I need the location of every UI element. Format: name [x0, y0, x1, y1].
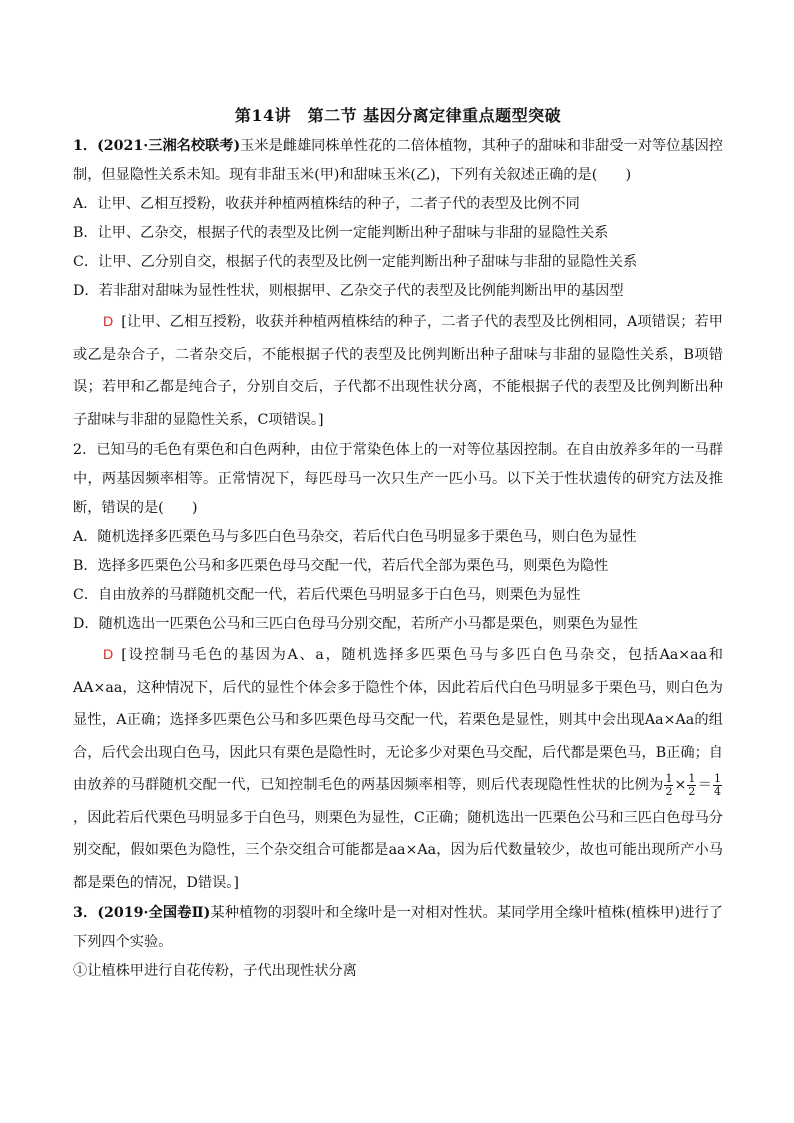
fraction: $\frac{1}{2}$: [688, 771, 696, 798]
question-1-text: 玉米是雌雄同株单性花的二倍体植物，其种子的甜味和非甜受一对等位基因控制，但显隐性关系未知。现有非甜玉米(甲)和甜味玉米(乙)，下列有关叙述正确的是( ): [73, 138, 723, 183]
equals-sign: ＝: [697, 777, 712, 793]
question-1-answer: [73, 306, 723, 436]
question-2-option-b: B．选择多匹栗色公马和多匹栗色母马交配一代，若后代全部为栗色马，则栗色为隐性: [73, 558, 609, 574]
fraction: $\frac{1}{2}$: [665, 771, 673, 798]
page-title: 第14讲 第二节 基因分离定律重点题型突破: [234, 106, 562, 125]
question-2-answer: [73, 639, 723, 899]
answer-key: D: [103, 647, 114, 663]
question-3-item-1: ①让植株甲进行自花传粉，子代出现性状分离: [73, 963, 357, 979]
fraction: $\frac{1}{4}$: [713, 771, 721, 798]
question-3-text: 某种植物的羽裂叶和全缘叶是一对相对性状。某同学用全缘叶植株(植株甲)进行了下列四个实验。: [73, 905, 723, 950]
question-1-option-a: A．让甲、乙相互授粉，收获并种植两植株结的种子，二者子代的表型及比例不同: [73, 196, 580, 212]
question-1-option-d: D．若非甜对甜味为显性性状，则根据甲、乙杂交子代的表型及比例能判断出甲的基因型: [73, 283, 624, 299]
answer-explanation-part1: [设控制马毛色的基因为A、a，随机选择多匹栗色马与多匹白色马杂交，包括Aa×aa和AA×aa，这种情况下，后代的显性个体会多于隐性个体，因此若后代白色马明显多于栗色马，则白色为显性，A正确；选择多匹栗色公马和多匹栗色母马交配一代，若栗色是显性，则其中会出现Aa×Aa的组合，后代会出现白色马，因此只有栗色是隐性时，无论多少对栗色马交配，后代都是栗色马，B正确；自由放养的马群随机交配一代，已知控制毛色的两基因频率相等，则后代表现隐性性状的比例为: [73, 647, 723, 793]
times-sign: ×: [674, 777, 687, 793]
question-1-option-b: B．让甲、乙杂交，根据子代的表型及比例一定能判断出种子甜味与非甜的显隐性关系: [73, 225, 609, 241]
document-page: [73, 100, 723, 986]
question-2-option-c: C．自由放养的马群随机交配一代，若后代栗色马明显多于白色马，则栗色为显性: [73, 587, 581, 603]
question-1-stem: [73, 132, 723, 190]
answer-explanation: [让甲、乙相互授粉，收获并种植两植株结的种子，二者子代的表型及比例相同，A项错误；若甲或乙是杂合子，二者杂交后，不能根据子代的表型及比例判断出种子甜味与非甜的显隐性关系，B项错误；若甲和乙都是纯合子，分别自交后，子代都不出现性状分离，不能根据子代的表型及比例判断出种子甜味与非甜的显隐性关系，C项错误。]: [73, 314, 723, 428]
question-1-source: 1．(2021·三湘名校联考): [73, 138, 241, 154]
question-3-source: 3．(2019·全国卷Ⅱ): [73, 905, 211, 921]
answer-key: D: [103, 314, 114, 330]
question-2-option-d: D．随机选出一匹栗色公马和三匹白色母马分别交配，若所产小马都是栗色，则栗色为显性: [73, 616, 638, 632]
question-2-stem: 2．已知马的毛色有栗色和白色两种，由位于常染色体上的一对等位基因控制。在自由放养多年的一马群中，两基因频率相等。正常情况下，每匹母马一次只生产一匹小马。以下关于性状遗传的研究方法及推断，错误的是( ): [73, 442, 723, 516]
answer-explanation-part2: ，因此若后代栗色马明显多于白色马，则栗色为显性，C正确；随机选出一匹栗色公马和三匹白色母马分别交配，假如栗色为隐性，三个杂交组合可能都是aa×Aa，因为后代数量较少，故也可能出现所产小马都是栗色的情况，D错误。]: [73, 809, 723, 891]
question-1-option-c: C．让甲、乙分别自交，根据子代的表型及比例一定能判断出种子甜味与非甜的显隐性关系: [73, 254, 638, 270]
question-3-stem: [73, 899, 723, 957]
question-2-option-a: A．随机选择多匹栗色马与多匹白色马杂交，若后代白色马明显多于栗色马，则白色为显性: [73, 529, 637, 545]
